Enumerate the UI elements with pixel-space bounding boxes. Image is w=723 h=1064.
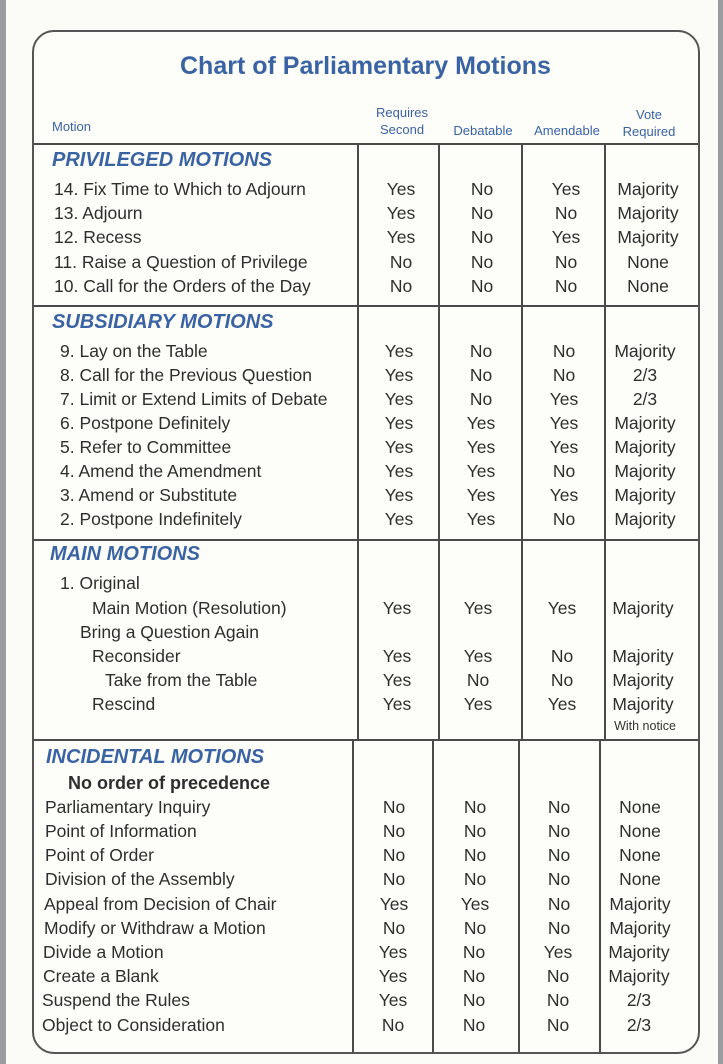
cell-second: Yes xyxy=(384,461,414,481)
cell-vote: None xyxy=(619,845,661,865)
cell-amendable: No xyxy=(546,990,570,1010)
cell-debatable: No xyxy=(462,990,486,1010)
cell-debatable: No xyxy=(463,869,487,889)
motion-name: Take from the Table xyxy=(105,670,258,690)
cell-debatable: No xyxy=(463,845,487,865)
cell-amendable: Yes xyxy=(549,413,579,433)
table-row xyxy=(0,646,723,670)
section-title-main: MAIN MOTIONS xyxy=(50,543,200,565)
cell-debatable: No xyxy=(469,365,493,385)
motion-name: 13. Adjourn xyxy=(54,203,143,223)
cell-amendable: No xyxy=(547,918,571,938)
table-row xyxy=(0,341,723,365)
main-original-label xyxy=(0,573,723,597)
cell-debatable: No xyxy=(470,203,494,223)
cell-vote: Majority xyxy=(609,918,671,938)
header-vote-line2: Required xyxy=(622,124,676,139)
cell-debatable: No xyxy=(470,276,494,296)
cell-second: Yes xyxy=(378,942,408,962)
header-debatable: Debatable xyxy=(453,123,513,138)
table-row xyxy=(0,252,723,276)
cell-amendable: No xyxy=(552,365,576,385)
cell-vote: Majority xyxy=(614,413,676,433)
header-second-line1: Requires xyxy=(375,105,429,120)
cell-second: Yes xyxy=(384,485,414,505)
vote-note: With notice xyxy=(614,719,676,733)
cell-vote: Majority xyxy=(614,341,676,361)
cell-vote: Majority xyxy=(617,179,679,199)
cell-vote: Majority xyxy=(612,646,674,666)
cell-second: No xyxy=(382,869,406,889)
cell-vote: Majority xyxy=(614,485,676,505)
table-row xyxy=(0,203,723,227)
table-row xyxy=(0,942,723,966)
motion-name: Point of Information xyxy=(45,821,197,841)
table-row xyxy=(0,918,723,942)
motion-name: 10. Call for the Orders of the Day xyxy=(54,276,311,296)
cell-second: Yes xyxy=(382,646,412,666)
table-row xyxy=(0,437,723,461)
motion-name: 7. Limit or Extend Limits of Debate xyxy=(60,389,328,409)
cell-amendable: No xyxy=(554,276,578,296)
cell-amendable: No xyxy=(547,845,571,865)
cell-second: Yes xyxy=(378,966,408,986)
motion-name: 6. Postpone Definitely xyxy=(60,413,231,433)
section-title-subsidiary: SUBSIDIARY MOTIONS xyxy=(52,311,274,333)
header-motion: Motion xyxy=(52,119,92,134)
cell-debatable: No xyxy=(463,918,487,938)
table-row xyxy=(0,821,723,845)
table-row xyxy=(0,694,723,718)
cell-debatable: No xyxy=(466,670,490,690)
cell-amendable: Yes xyxy=(549,389,579,409)
cell-vote: Majority xyxy=(612,598,674,618)
rule-subsidiary xyxy=(34,539,698,541)
cell-vote: Majority xyxy=(614,461,676,481)
cell-amendable: No xyxy=(552,509,576,529)
motion-name: Suspend the Rules xyxy=(42,990,190,1010)
cell-second: No xyxy=(389,276,413,296)
motion-name: 5. Refer to Committee xyxy=(60,437,232,457)
cell-second: Yes xyxy=(384,413,414,433)
motion-name: Divide a Motion xyxy=(43,942,164,962)
cell-amendable: No xyxy=(547,869,571,889)
cell-debatable: Yes xyxy=(463,646,493,666)
motion-name: 11. Raise a Question of Privilege xyxy=(54,252,308,272)
cell-amendable: No xyxy=(552,461,576,481)
table-row xyxy=(0,990,723,1014)
table-row xyxy=(0,966,723,990)
incidental-subtitle: No order of precedence xyxy=(68,773,271,793)
cell-amendable: No xyxy=(546,1015,570,1035)
motion-name: 12. Recess xyxy=(54,227,142,247)
motion-name: Parliamentary Inquiry xyxy=(45,797,211,817)
table-row xyxy=(0,389,723,413)
cell-vote: Majority xyxy=(608,942,670,962)
cell-vote: Majority xyxy=(612,670,674,690)
cell-debatable: No xyxy=(462,942,486,962)
cell-debatable: No xyxy=(463,821,487,841)
cell-vote: Majority xyxy=(608,966,670,986)
cell-amendable: No xyxy=(547,821,571,841)
cell-debatable: No xyxy=(470,179,494,199)
cell-second: Yes xyxy=(384,365,414,385)
cell-second: No xyxy=(382,845,406,865)
cell-vote: Majority xyxy=(614,437,676,457)
cell-vote: 2/3 xyxy=(632,389,658,409)
cell-amendable: No xyxy=(550,646,574,666)
cell-second: Yes xyxy=(382,670,412,690)
cell-amendable: No xyxy=(554,252,578,272)
motion-name: Reconsider xyxy=(92,646,181,666)
cell-amendable: No xyxy=(547,797,571,817)
rule-header xyxy=(34,143,698,145)
cell-vote: Majority xyxy=(614,509,676,529)
cell-debatable: No xyxy=(470,227,494,247)
section-title-privileged: PRIVILEGED MOTIONS xyxy=(52,149,273,171)
motion-name: Modify or Withdraw a Motion xyxy=(44,918,266,938)
cell-amendable: Yes xyxy=(549,485,579,505)
cell-amendable: Yes xyxy=(547,694,577,714)
cell-debatable: Yes xyxy=(463,598,493,618)
cell-amendable: No xyxy=(550,670,574,690)
header-amendable: Amendable xyxy=(534,123,600,138)
cell-second: Yes xyxy=(378,990,408,1010)
cell-debatable: No xyxy=(462,1015,486,1035)
motion-name: 4. Amend the Amendment xyxy=(60,461,262,481)
table-row xyxy=(0,485,723,509)
cell-debatable: Yes xyxy=(466,485,496,505)
cell-second: Yes xyxy=(384,341,414,361)
cell-amendable: No xyxy=(552,341,576,361)
cell-vote: 2/3 xyxy=(626,1015,652,1035)
motion-name: Create a Blank xyxy=(43,966,159,986)
header-second-line2: Second xyxy=(379,122,425,137)
cell-vote: 2/3 xyxy=(632,365,658,385)
motion-name: Object to Consideration xyxy=(42,1015,225,1035)
rule-privileged xyxy=(34,305,698,307)
table-row xyxy=(0,869,723,893)
cell-vote: Majority xyxy=(609,894,671,914)
motion-name: 9. Lay on the Table xyxy=(60,341,208,361)
cell-amendable: Yes xyxy=(547,598,577,618)
cell-vote: Majority xyxy=(617,227,679,247)
main-bring-label xyxy=(0,622,723,646)
cell-amendable: No xyxy=(546,966,570,986)
cell-amendable: Yes xyxy=(551,179,581,199)
table-row xyxy=(0,845,723,869)
cell-vote: None xyxy=(627,276,669,296)
cell-second: Yes xyxy=(386,227,416,247)
cell-amendable: Yes xyxy=(549,437,579,457)
cell-second: Yes xyxy=(379,894,409,914)
motion-name: Appeal from Decision of Chair xyxy=(44,894,277,914)
cell-second: No xyxy=(389,252,413,272)
cell-vote: 2/3 xyxy=(626,990,652,1010)
motion-name: 1. Original xyxy=(60,573,140,593)
motion-name: Division of the Assembly xyxy=(45,869,235,889)
table-row xyxy=(0,509,723,533)
table-row xyxy=(0,670,723,694)
cell-debatable: Yes xyxy=(466,413,496,433)
cell-second: Yes xyxy=(384,437,414,457)
table-row xyxy=(0,413,723,437)
cell-second: Yes xyxy=(384,509,414,529)
motion-name: Point of Order xyxy=(45,845,154,865)
cell-debatable: Yes xyxy=(466,437,496,457)
cell-vote: None xyxy=(619,869,661,889)
cell-second: No xyxy=(382,797,406,817)
table-row xyxy=(0,461,723,485)
motion-name: Rescind xyxy=(92,694,156,714)
cell-debatable: No xyxy=(462,966,486,986)
cell-debatable: No xyxy=(470,252,494,272)
table-row xyxy=(0,179,723,203)
table-row xyxy=(0,276,723,300)
cell-vote: Majority xyxy=(617,203,679,223)
motion-name: Main Motion (Resolution) xyxy=(92,598,287,618)
cell-second: Yes xyxy=(386,203,416,223)
cell-second: Yes xyxy=(382,694,412,714)
cell-debatable: No xyxy=(469,341,493,361)
cell-second: No xyxy=(382,918,406,938)
table-row xyxy=(0,227,723,251)
cell-amendable: No xyxy=(554,203,578,223)
header-vote-line1: Vote xyxy=(635,107,663,122)
cell-second: Yes xyxy=(386,179,416,199)
section-title-incidental: INCIDENTAL MOTIONS xyxy=(46,746,265,768)
table-row xyxy=(0,894,723,918)
motion-name: 8. Call for the Previous Question xyxy=(60,365,312,385)
cell-vote: None xyxy=(619,797,661,817)
table-row xyxy=(0,1015,723,1039)
cell-amendable: No xyxy=(547,894,571,914)
cell-debatable: Yes xyxy=(466,461,496,481)
cell-debatable: Yes xyxy=(463,694,493,714)
cell-debatable: Yes xyxy=(460,894,490,914)
motion-name: Bring a Question Again xyxy=(80,622,260,642)
motion-name: 14. Fix Time to Which to Adjourn xyxy=(54,179,306,199)
cell-debatable: No xyxy=(463,797,487,817)
table-row xyxy=(0,797,723,821)
page-title: Chart of Parliamentary Motions xyxy=(180,52,551,80)
cell-second: Yes xyxy=(382,598,412,618)
cell-second: No xyxy=(381,1015,405,1035)
cell-vote: None xyxy=(619,821,661,841)
cell-vote: None xyxy=(627,252,669,272)
motion-name: 2. Postpone Indefinitely xyxy=(60,509,242,529)
cell-second: No xyxy=(382,821,406,841)
cell-amendable: Yes xyxy=(551,227,581,247)
table-row xyxy=(0,598,723,622)
cell-second: Yes xyxy=(384,389,414,409)
cell-debatable: Yes xyxy=(466,509,496,529)
cell-debatable: No xyxy=(469,389,493,409)
cell-vote: Majority xyxy=(612,694,674,714)
table-row xyxy=(0,365,723,389)
motion-name: 3. Amend or Substitute xyxy=(60,485,238,505)
cell-amendable: Yes xyxy=(543,942,573,962)
